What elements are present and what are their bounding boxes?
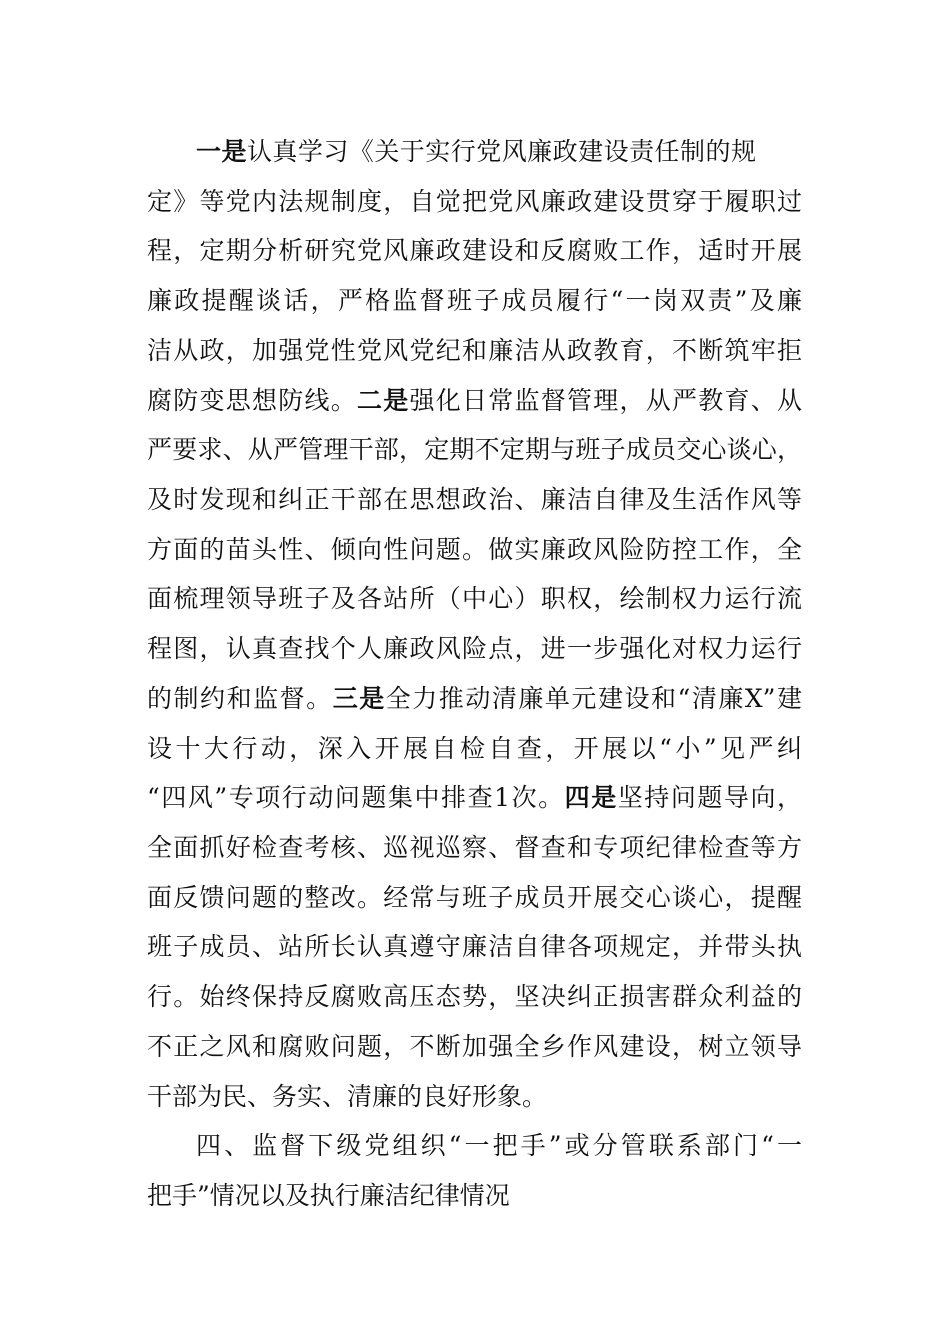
text-segment: 班子成员、站所长认真遵守廉洁自律各项规定，并带头执 bbox=[147, 932, 802, 961]
text-segment: “四风”专项行动问题集中排查1次。 bbox=[147, 783, 565, 812]
text-segment: 认真学习《关于实行党风廉政建设责任制的规 bbox=[246, 137, 756, 166]
text-line bbox=[147, 1171, 802, 1221]
text-segment: 面反馈问题的整改。经常与班子成员开展交心谈心，提醒 bbox=[147, 883, 802, 912]
text-line bbox=[147, 823, 802, 873]
text-segment: 方面的苗头性、倾向性问题。做实廉政风险防控工作，全 bbox=[147, 535, 802, 564]
text-line bbox=[147, 276, 802, 326]
text-line bbox=[196, 127, 756, 177]
text-line bbox=[147, 873, 802, 923]
text-line bbox=[196, 1121, 802, 1171]
text-segment: 廉政提醒谈话，严格监督班子成员履行“一岗双责”及廉 bbox=[147, 286, 802, 315]
text-line bbox=[147, 425, 802, 475]
text-line bbox=[147, 525, 802, 575]
text-line bbox=[147, 773, 802, 823]
text-line bbox=[147, 1022, 802, 1072]
text-line bbox=[147, 674, 802, 724]
text-line bbox=[147, 1072, 802, 1122]
text-segment: 洁从政，加强党性党风党纪和廉洁从政教育，不断筑牢拒 bbox=[147, 336, 802, 365]
text-line bbox=[147, 226, 802, 276]
text-segment: 定》等党内法规制度，自觉把党风廉政建设贯穿于履职过 bbox=[147, 187, 802, 216]
text-line bbox=[147, 376, 802, 426]
text-line bbox=[147, 624, 802, 674]
text-segment: 全面抓好检查考核、巡视巡察、督查和专项纪律检查等方 bbox=[147, 833, 802, 862]
text-segment: 及时发现和纠正干部在思想政治、廉洁自律及生活作风等 bbox=[147, 485, 802, 514]
text-segment: 不正之风和腐败问题，不断加强全乡作风建设，树立领导 bbox=[147, 1032, 802, 1061]
text-segment: 干部为民、务实、清廉的良好形象。 bbox=[147, 1082, 548, 1111]
text-segment: 四、监督下级党组织“一把手”或分管联系部门“一 bbox=[196, 1131, 802, 1160]
text-segment: 严要求、从严管理干部，定期不定期与班子成员交心谈心， bbox=[147, 435, 802, 464]
text-line bbox=[147, 574, 802, 624]
text-segment: 腐防变思想防线。 bbox=[147, 386, 357, 415]
text-segment: 强化日常监督管理，从严教育、从 bbox=[409, 386, 802, 415]
bold-keyword: 二是 bbox=[357, 386, 410, 415]
text-segment: 行。始终保持反腐败高压态势，坚决纠正损害群众利益的 bbox=[147, 982, 802, 1011]
bold-keyword: 三是 bbox=[332, 684, 386, 713]
text-line bbox=[147, 724, 802, 774]
text-segment: 程图，认真查找个人廉政风险点，进一步强化对权力运行 bbox=[147, 634, 802, 663]
text-line bbox=[147, 922, 802, 972]
text-segment: 面梳理领导班子及各站所（中心）职权，绘制权力运行流 bbox=[147, 584, 802, 613]
text-line bbox=[147, 177, 802, 227]
text-line bbox=[147, 326, 802, 376]
bold-keyword: 一是 bbox=[196, 137, 247, 166]
text-segment: 程，定期分析研究党风廉政建设和反腐败工作，适时开展 bbox=[147, 236, 802, 265]
text-segment: 坚持问题导向， bbox=[617, 783, 802, 812]
text-segment: 设十大行动，深入开展自检自查，开展以“小”见严纠 bbox=[147, 734, 802, 763]
text-segment: 把手”情况以及执行廉洁纪律情况 bbox=[147, 1181, 510, 1210]
bold-keyword: 四是 bbox=[564, 783, 618, 812]
text-segment: 的制约和监督。 bbox=[147, 684, 333, 713]
text-line bbox=[147, 972, 802, 1022]
text-line bbox=[147, 475, 802, 525]
text-segment: 全力推动清廉单元建设和“清廉X”建 bbox=[385, 684, 802, 713]
